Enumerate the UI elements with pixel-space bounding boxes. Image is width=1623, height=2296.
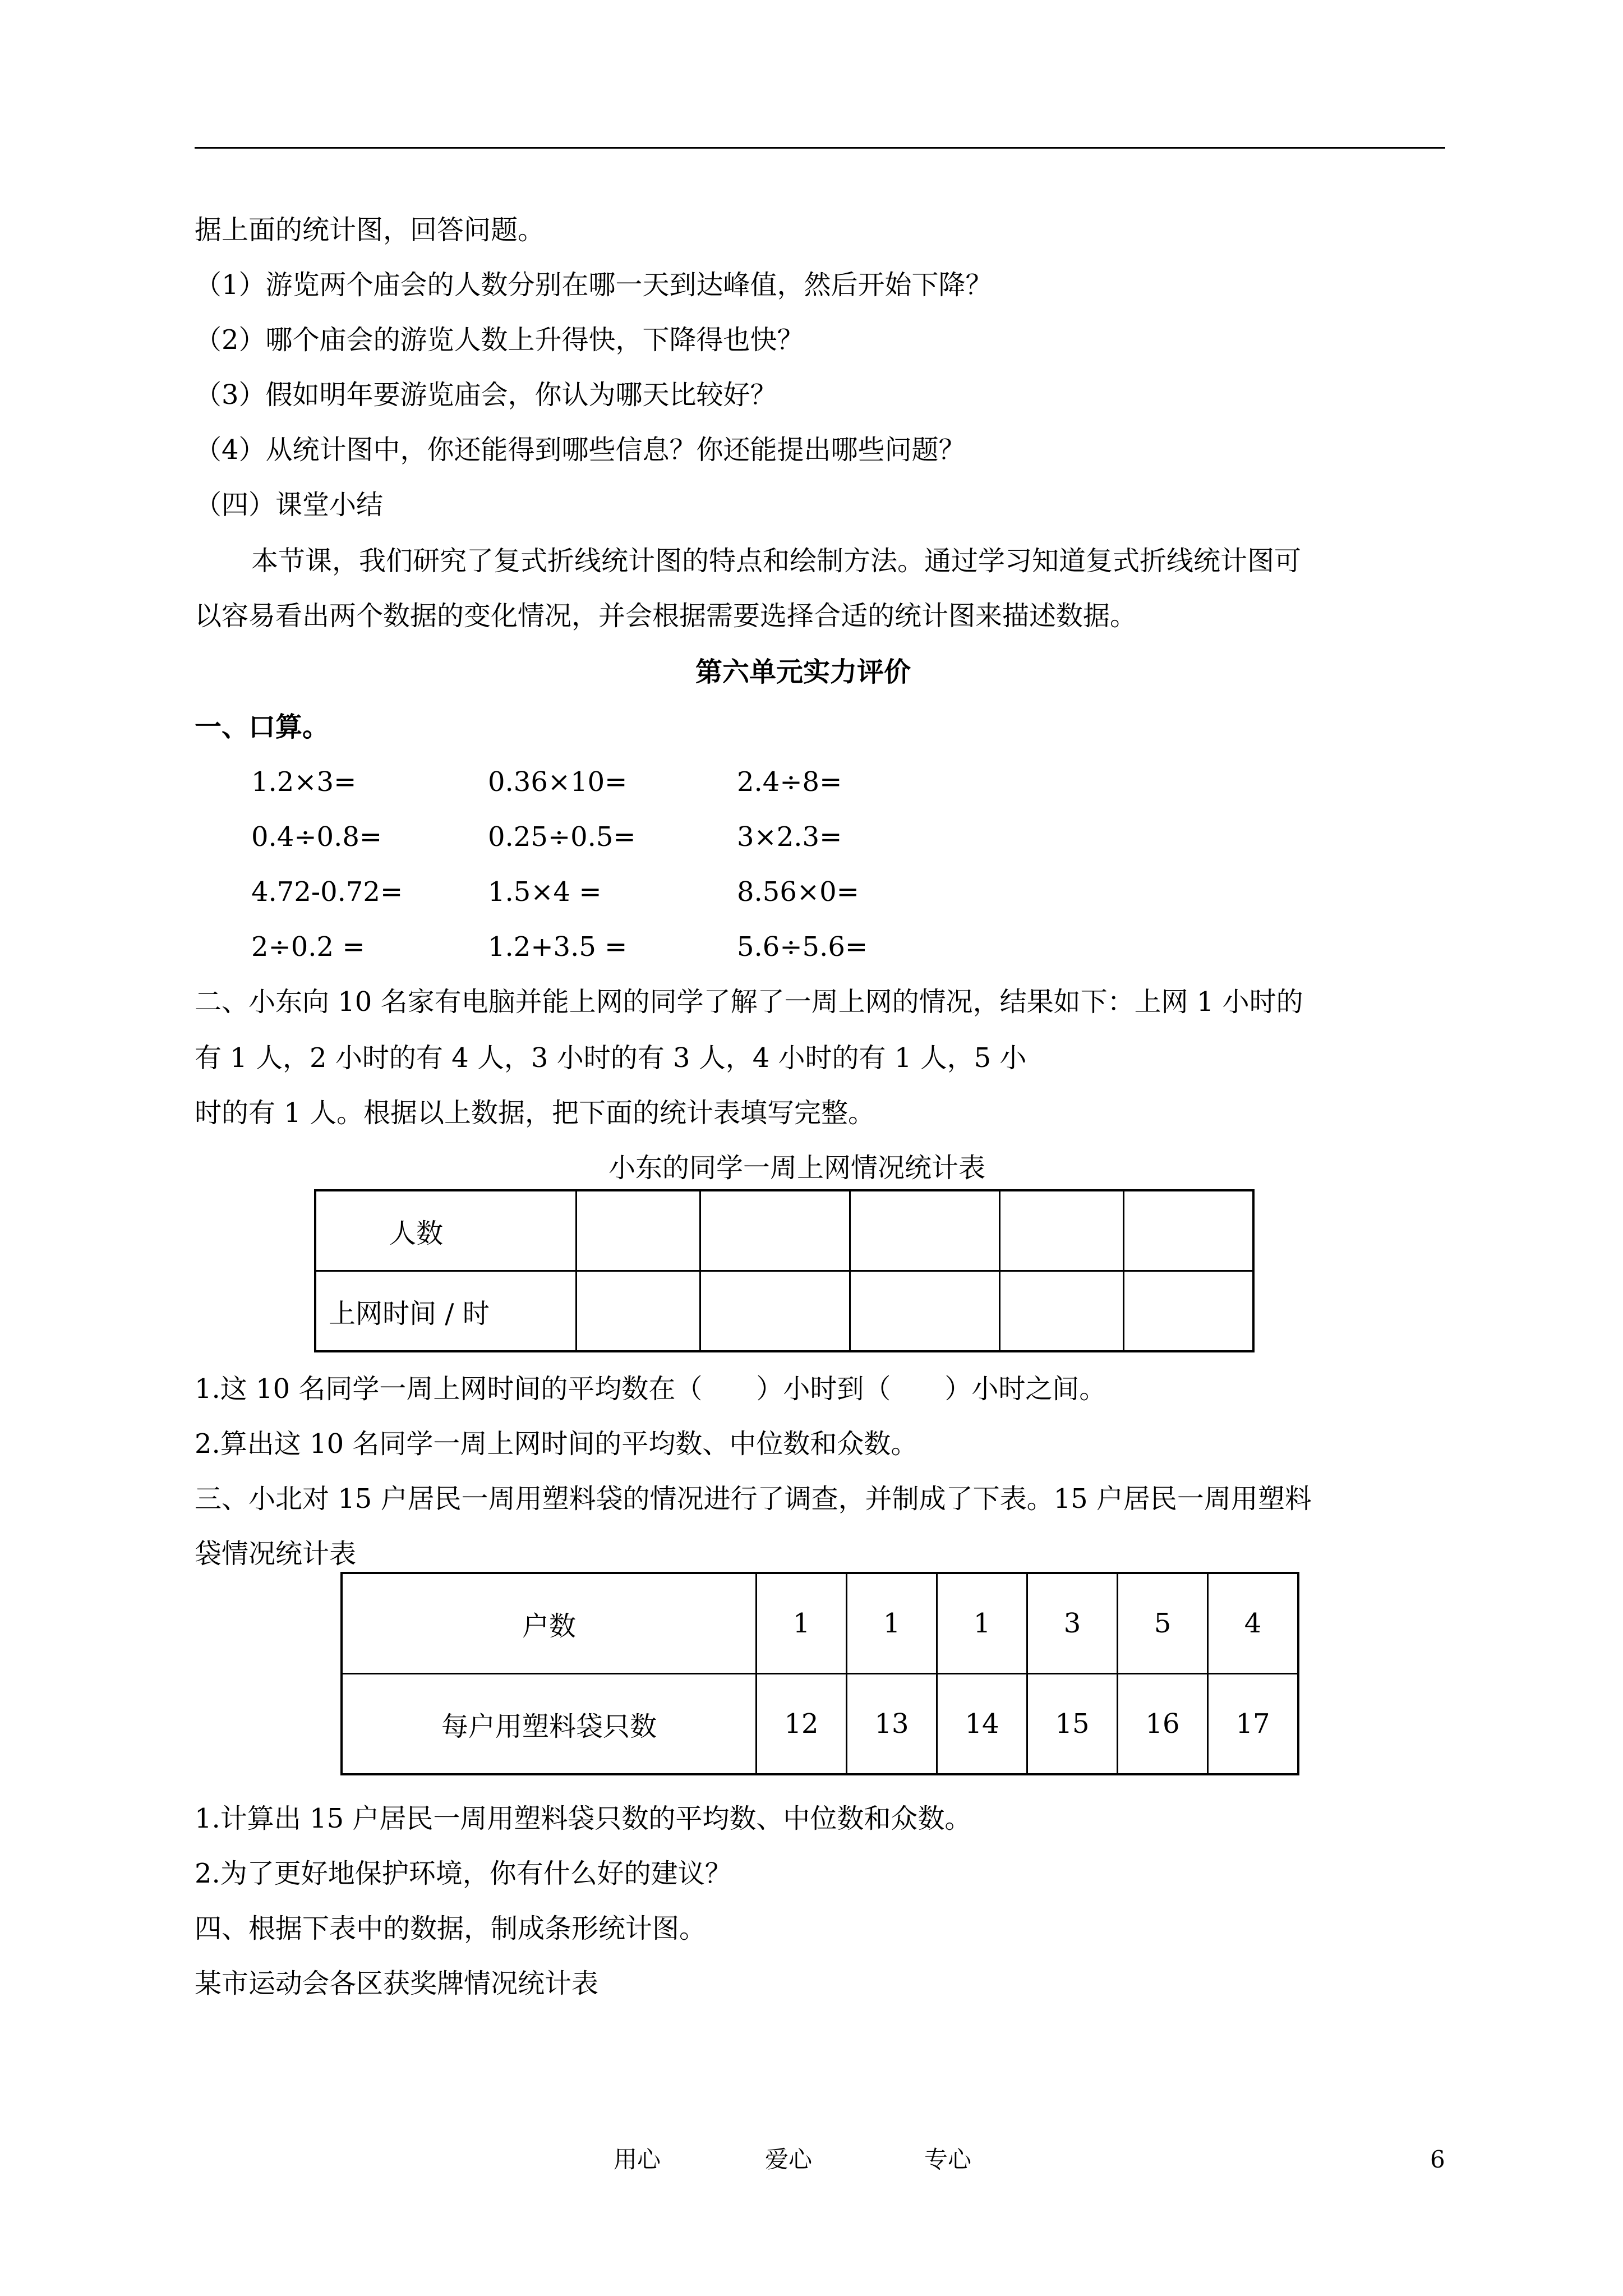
table-row: [342, 1674, 1298, 1775]
section-2-paragraph-2: 有 1 人，2 小时的有 4 人，3 小时的有 3 人，4 小时的有 1 人，5 小: [195, 1042, 1027, 1074]
internet-usage-table: [314, 1189, 1255, 1352]
empty-cell[interactable]: [999, 1271, 1123, 1352]
footer-text-1: 用心: [614, 2146, 661, 2173]
empty-cell[interactable]: [1123, 1190, 1253, 1271]
table-row: [342, 1573, 1298, 1674]
oral-item: 4.72-0.72=: [251, 876, 403, 908]
summary-heading: （四）课堂小结: [195, 489, 384, 521]
section-2-question-1: 1.这 10 名同学一周上网时间的平均数在（ ）小时到（ ）小时之间。: [195, 1373, 1106, 1405]
oral-item: 5.6÷5.6=: [737, 931, 868, 963]
empty-cell[interactable]: [999, 1190, 1123, 1271]
table-cell: 5: [1118, 1573, 1208, 1674]
oral-item: 1.2+3.5 =: [488, 931, 628, 963]
oral-item: 2.4÷8=: [737, 766, 842, 798]
table-cell: 17: [1208, 1674, 1299, 1775]
table-cell: 3: [1027, 1573, 1118, 1674]
row-label-households: 户数: [342, 1573, 757, 1674]
question-3: （3）假如明年要游览庙会，你认为哪天比较好？: [195, 379, 777, 411]
question-4: （4）从统计图中，你还能得到哪些信息？你还能提出哪些问题？: [195, 434, 966, 466]
row-label-hours: 上网时间 / 时: [315, 1271, 576, 1352]
empty-cell[interactable]: [850, 1271, 999, 1352]
summary-paragraph-2: 以容易看出两个数据的变化情况，并会根据需要选择合适的统计图来描述数据。: [195, 600, 1137, 632]
empty-cell[interactable]: [700, 1190, 850, 1271]
intro-line: 据上面的统计图，回答问题。: [195, 214, 545, 246]
section-2-paragraph-1: 二、小东向 10 名家有电脑并能上网的同学了解了一周上网的情况，结果如下：上网 1 小时的: [195, 986, 1303, 1018]
oral-item: 2÷0.2 =: [251, 931, 365, 963]
row-label-people: 人数: [315, 1190, 576, 1271]
table-cell: 1: [757, 1573, 847, 1674]
section-2-question-2: 2.算出这 10 名同学一周上网时间的平均数、中位数和众数。: [195, 1428, 918, 1460]
plastic-bag-table: [340, 1572, 1299, 1775]
section-3-question-2: 2.为了更好地保护环境，你有什么好的建议？: [195, 1858, 732, 1889]
table-row: [315, 1190, 1253, 1271]
empty-cell[interactable]: [576, 1271, 700, 1352]
empty-cell[interactable]: [1123, 1271, 1253, 1352]
section-3-paragraph-2: 袋情况统计表: [195, 1538, 357, 1570]
oral-item: 0.4÷0.8=: [251, 821, 382, 853]
page-number: 6: [1430, 2146, 1445, 2173]
question-2: （2）哪个庙会的游览人数上升得快，下降得也快？: [195, 324, 804, 356]
unit-title: 第六单元实力评价: [695, 656, 911, 688]
section-3-paragraph-1: 三、小北对 15 户居民一周用塑料袋的情况进行了调查，并制成了下表。15 户居民一周用塑料: [195, 1483, 1312, 1515]
table-row: [315, 1271, 1253, 1352]
table-cell: 13: [847, 1674, 937, 1775]
table-cell: 4: [1208, 1573, 1299, 1674]
table-cell: 1: [937, 1573, 1027, 1674]
oral-item: 0.36×10=: [488, 766, 628, 798]
table-cell: 14: [937, 1674, 1027, 1775]
footer-text-2: 爱心: [765, 2146, 813, 2173]
question-1: （1）游览两个庙会的人数分别在哪一天到达峰值，然后开始下降？: [195, 269, 993, 301]
section-2-paragraph-3: 时的有 1 人。根据以上数据，把下面的统计表填写完整。: [195, 1097, 875, 1129]
header-rule: [195, 147, 1445, 149]
table-1-title: 小东的同学一周上网情况统计表: [608, 1152, 986, 1184]
empty-cell[interactable]: [576, 1190, 700, 1271]
section-4-paragraph-1: 四、根据下表中的数据，制成条形统计图。: [195, 1913, 707, 1944]
oral-item: 1.2×3=: [251, 766, 357, 798]
summary-paragraph-1: 本节课，我们研究了复式折线统计图的特点和绘制方法。通过学习知道复式折线统计图可: [251, 545, 1302, 577]
footer-text-3: 专心: [924, 2146, 972, 2173]
row-label-bags: 每户用塑料袋只数: [342, 1674, 757, 1775]
section-3-question-1: 1.计算出 15 户居民一周用塑料袋只数的平均数、中位数和众数。: [195, 1803, 972, 1834]
table-cell: 12: [757, 1674, 847, 1775]
empty-cell[interactable]: [700, 1271, 850, 1352]
oral-item: 0.25÷0.5=: [488, 821, 636, 853]
table-cell: 15: [1027, 1674, 1118, 1775]
section-4-paragraph-2: 某市运动会各区获奖牌情况统计表: [195, 1968, 599, 1999]
oral-item: 1.5×4 =: [488, 876, 602, 908]
section-1-heading: 一、口算。: [195, 711, 330, 743]
oral-item: 3×2.3=: [737, 821, 842, 853]
table-cell: 1: [847, 1573, 937, 1674]
table-cell: 16: [1118, 1674, 1208, 1775]
empty-cell[interactable]: [850, 1190, 999, 1271]
oral-item: 8.56×0=: [737, 876, 859, 908]
